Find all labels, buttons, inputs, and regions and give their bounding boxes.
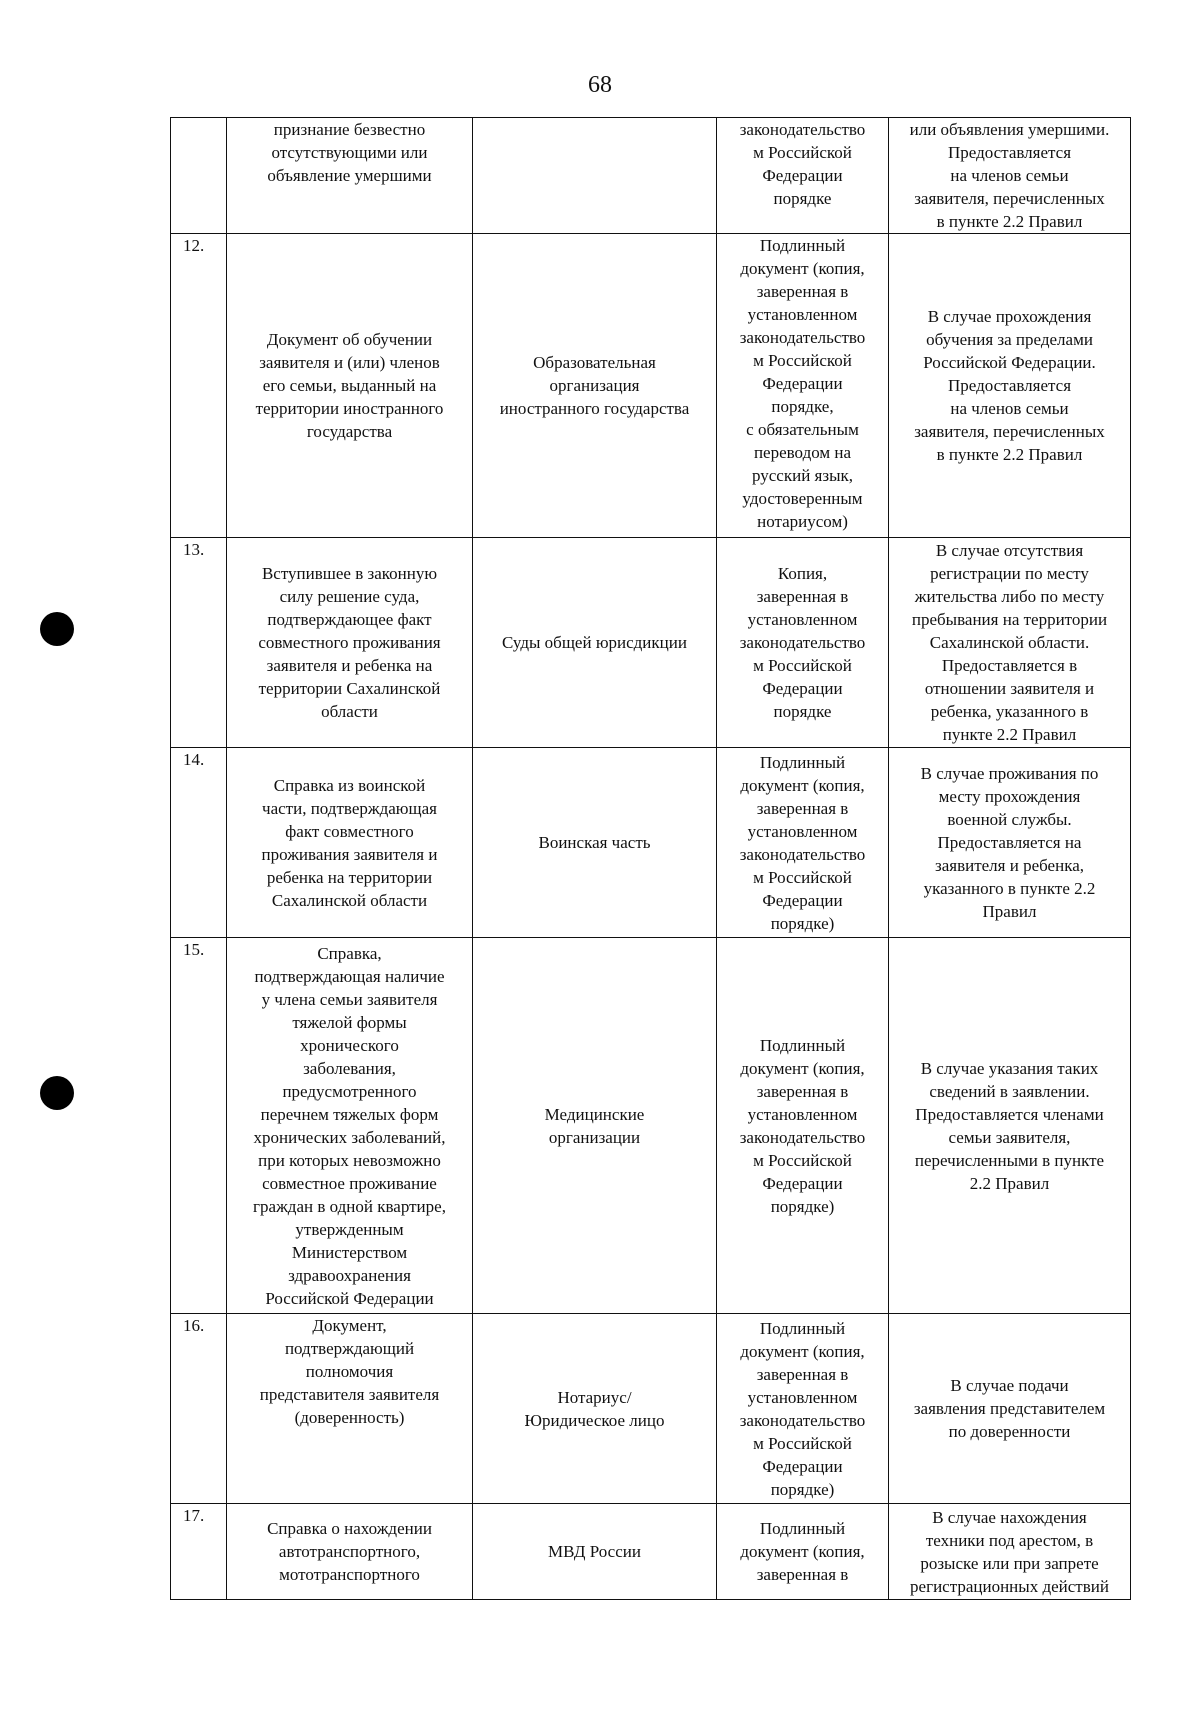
row-number: 17. bbox=[171, 1504, 227, 1600]
punch-hole-top bbox=[40, 612, 74, 646]
form-cell: Подлинный документ (копия, заверенная в установленном законодательство м Российской Федерации порядке) bbox=[717, 1314, 889, 1504]
note-cell: В случае проживания по месту прохождения военной службы. Предоставляется на заявителя и ребенка, указанного в пункте 2.2 Правил bbox=[889, 748, 1131, 938]
note-cell: В случае указания таких сведений в заявлении. Предоставляется членами семьи заявителя, перечисленными в пункте 2.2 Правил bbox=[889, 938, 1131, 1314]
row-number: 12. bbox=[171, 234, 227, 538]
document-cell: Документ, подтверждающий полномочия представителя заявителя (доверенность) bbox=[227, 1314, 473, 1504]
documents-table bbox=[170, 117, 1131, 1600]
punch-hole-bottom bbox=[40, 1076, 74, 1110]
note-cell: В случае подачи заявления представителем по доверенности bbox=[889, 1314, 1131, 1504]
issuer-cell: Медицинские организации bbox=[473, 938, 717, 1314]
note-cell: В случае отсутствия регистрации по месту жительства либо по месту пребывания на территории Сахалинской области. Предоставляется в отношении заявителя и ребенка, указанного в пункте 2.2 Правил bbox=[889, 538, 1131, 748]
issuer-cell: Воинская часть bbox=[473, 748, 717, 938]
form-cell: Подлинный документ (копия, заверенная в установленном законодательство м Российской Федерации порядке, с обязательным переводом на русский язык, удостоверенным нотариусом) bbox=[717, 234, 889, 538]
table-row bbox=[171, 748, 1131, 938]
document-cell: признание безвестно отсутствующими или объявление умершими bbox=[227, 118, 473, 234]
row-number: 16. bbox=[171, 1314, 227, 1504]
table-row bbox=[171, 118, 1131, 234]
issuer-cell: Нотариус/ Юридическое лицо bbox=[473, 1314, 717, 1504]
document-cell: Справка, подтверждающая наличие у члена семьи заявителя тяжелой формы хронического заболевания, предусмотренного перечнем тяжелых форм хронических заболеваний, при которых невозможно совместное проживание граждан в одной квартире, утвержденным Министерством здравоохранения Российской Федерации bbox=[227, 938, 473, 1314]
table-row bbox=[171, 938, 1131, 1314]
table-row bbox=[171, 1504, 1131, 1600]
issuer-cell bbox=[473, 118, 717, 234]
issuer-cell: МВД России bbox=[473, 1504, 717, 1600]
table-row bbox=[171, 234, 1131, 538]
form-cell: Подлинный документ (копия, заверенная в установленном законодательство м Российской Федерации порядке) bbox=[717, 938, 889, 1314]
form-cell: Подлинный документ (копия, заверенная в установленном законодательство м Российской Федерации порядке) bbox=[717, 748, 889, 938]
note-cell: В случае прохождения обучения за пределами Российской Федерации. Предоставляется на членов семьи заявителя, перечисленных в пункте 2.2 Правил bbox=[889, 234, 1131, 538]
row-number: 15. bbox=[171, 938, 227, 1314]
form-cell: Копия, заверенная в установленном законодательство м Российской Федерации порядке bbox=[717, 538, 889, 748]
row-number: 13. bbox=[171, 538, 227, 748]
note-cell: или объявления умершими. Предоставляется на членов семьи заявителя, перечисленных в пункте 2.2 Правил bbox=[889, 118, 1131, 234]
issuer-cell: Образовательная организация иностранного государства bbox=[473, 234, 717, 538]
document-cell: Справка из воинской части, подтверждающая факт совместного проживания заявителя и ребенка на территории Сахалинской области bbox=[227, 748, 473, 938]
document-cell: Вступившее в законную силу решение суда, подтверждающее факт совместного проживания заявителя и ребенка на территории Сахалинской области bbox=[227, 538, 473, 748]
document-cell: Документ об обучении заявителя и (или) членов его семьи, выданный на территории иностранного государства bbox=[227, 234, 473, 538]
table-row bbox=[171, 538, 1131, 748]
row-number: 14. bbox=[171, 748, 227, 938]
row-number bbox=[171, 118, 227, 234]
table-row bbox=[171, 1314, 1131, 1504]
page-number: 68 bbox=[588, 72, 612, 98]
note-cell: В случае нахождения техники под арестом, в розыске или при запрете регистрационных действий bbox=[889, 1504, 1131, 1600]
form-cell: законодательство м Российской Федерации порядке bbox=[717, 118, 889, 234]
issuer-cell: Суды общей юрисдикции bbox=[473, 538, 717, 748]
form-cell: Подлинный документ (копия, заверенная в bbox=[717, 1504, 889, 1600]
document-cell: Справка о нахождении автотранспортного, мототранспортного bbox=[227, 1504, 473, 1600]
